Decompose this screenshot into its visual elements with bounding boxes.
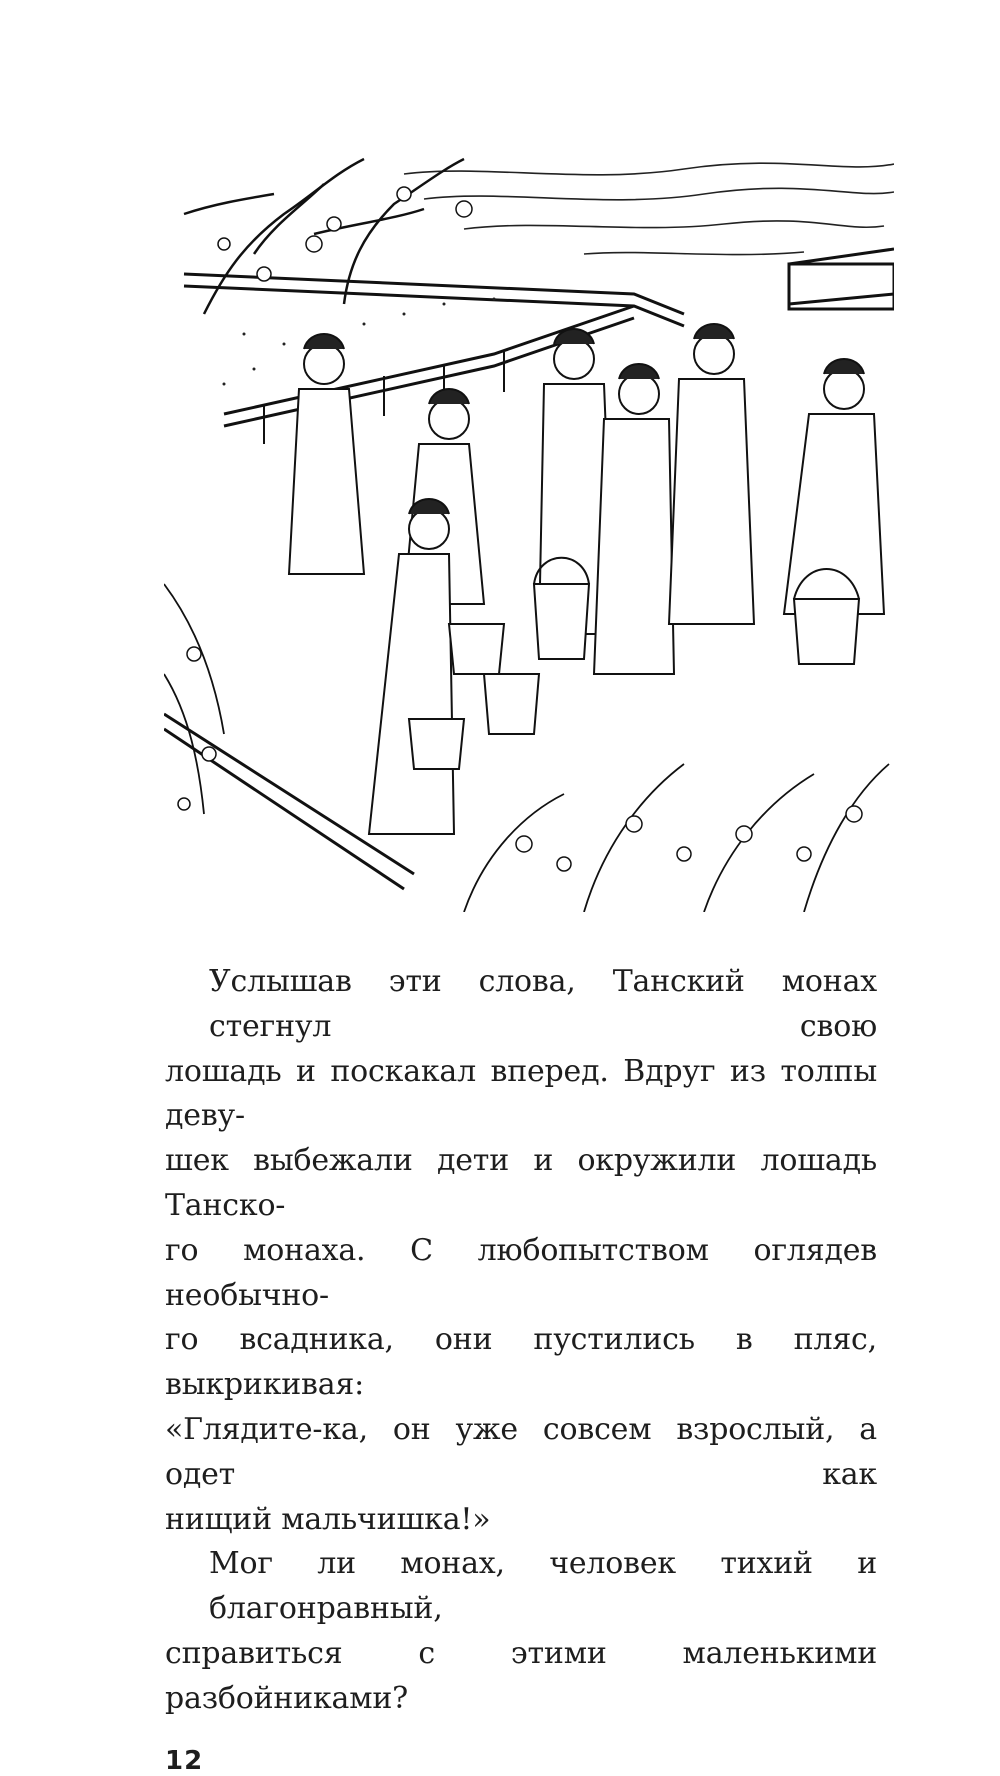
paragraph-line: го монаха. С любопытством оглядев необычно-	[165, 1232, 877, 1313]
page-number: 12	[165, 1745, 204, 1776]
paragraph-line: го всадника, они пустились в пляс, выкрикивая:	[165, 1322, 877, 1403]
body-text	[165, 960, 877, 1776]
paragraph-line: Услышав эти слова, Танский монах стегнул свою	[209, 964, 877, 1044]
paragraph-line: шек выбежали дети и окружили лошадь Танско-	[165, 1143, 877, 1223]
paragraph-line: «Глядите-ка, он уже совсем взрослый, а одет как	[165, 1411, 877, 1492]
engraving-maidens-peach-garden-icon	[164, 154, 894, 912]
paragraph-line: лошадь и поскакал вперед. Вдруг из толпы деву-	[165, 1053, 877, 1134]
paragraph-line: нищий мальчишка!»	[165, 1501, 491, 1537]
paragraph-line: Мог ли монах, человек тихий и благонравный,	[209, 1546, 877, 1627]
paragraph-line: справиться с этими маленькими разбойниками?	[165, 1635, 877, 1716]
paragraph-2	[165, 1542, 877, 1721]
illustration	[164, 154, 894, 912]
paragraph-1	[165, 960, 877, 1542]
